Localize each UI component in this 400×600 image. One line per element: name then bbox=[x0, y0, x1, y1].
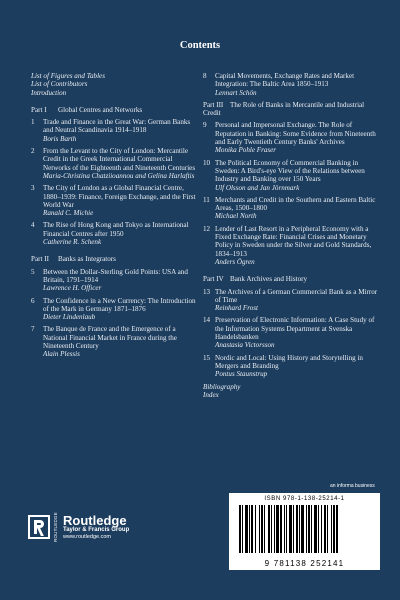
chapter-entry-7[interactable]: 7 The Banque de France and the Emergence of a National Financial Market in France during the Nineteenth Century Alain Plessis bbox=[31, 325, 199, 358]
chapter-entry-9[interactable]: 9 Personal and Impersonal Exchange. The Role of Reputation in Banking: Some Evidence from Nineteenth and Early Twentieth Century Banks' Archives Monika Pohle Fraser bbox=[203, 121, 379, 154]
chapter-author: Reinhard Frost bbox=[215, 304, 259, 313]
chapter-entry-5[interactable]: 5 Between the Dollar-Sterling Gold Points: USA and Britain, 1791–1914 Lawrence H. Officer bbox=[31, 268, 199, 293]
chapter-title: Nordic and Local: Using History and Storytelling in Mergers and Branding bbox=[215, 353, 363, 370]
routledge-r-icon bbox=[28, 515, 50, 539]
publisher-group: Taylor & Francis Group bbox=[63, 527, 130, 533]
chapter-author: Catherine R. Schenk bbox=[43, 238, 102, 247]
front-matter-figures[interactable]: List of Figures and Tables bbox=[31, 72, 105, 80]
chapter-title: The Confidence in a New Currency: The Introduction of the Mark in Germany 1871–1876 bbox=[43, 296, 196, 313]
chapter-author: Pontus Staunstrup bbox=[215, 370, 268, 379]
part-heading-1: Part I Global Centres and Networks bbox=[31, 105, 143, 114]
chapter-title: Trade and Finance in the Great War: German Banks and Neutral Scandinavia 1914–1918 bbox=[43, 118, 191, 135]
chapter-title: The Archives of a German Commercial Bank as a Mirror of Time bbox=[215, 287, 378, 304]
chapter-title: Preservation of Electronic Information: A Case Study of the Information Systems Department at Svenska Handelsbanken bbox=[215, 316, 375, 342]
chapter-entry-11[interactable]: 11 Merchants and Credit in the Southern and Eastern Baltic Areas, 1500–1800 Michael North bbox=[203, 196, 379, 221]
chapter-author: Lawrence H. Officer bbox=[43, 284, 102, 293]
chapter-title: The City of London as a Global Financial Centre, 1880–1939: Finance, Foreign Exchange, and the First World War bbox=[43, 184, 196, 209]
publisher-vertical-text: ROUTLEDGE bbox=[53, 512, 58, 542]
chapter-entry-4[interactable]: 4 The Rise of Hong Kong and Tokyo as International Financial Centres after 1950 Catherine R. Schenk bbox=[31, 221, 199, 246]
chapter-author: Monika Pohle Fraser bbox=[215, 146, 277, 155]
part-heading-4: Part IV Bank Archives and History bbox=[203, 275, 308, 284]
chapter-entry-6[interactable]: 6 The Confidence in a New Currency: The Introduction of the Mark in Germany 1871–1876 Dieter Lindenlaub bbox=[31, 297, 199, 322]
isbn-digits: 9 781138 252141 bbox=[264, 559, 345, 568]
part-heading-2: Part II Banks as Integrators bbox=[31, 255, 116, 264]
barcode-bars-icon bbox=[239, 505, 370, 553]
chapter-title: Between the Dollar-Sterling Gold Points: USA and Britain, 1791–1914 bbox=[43, 267, 188, 284]
chapter-entry-3[interactable]: 3 The City of London as a Global Financial Centre, 1880–1939: Finance, Foreign Exchange, and the First World War Ranald C. Michie bbox=[31, 184, 199, 217]
chapter-title: The Political Economy of Commercial Banking in Sweden: A Bird's-eye View of the Relations between Industry and Banking over 150 Years bbox=[215, 158, 365, 184]
chapter-author: Anastasia Victorsson bbox=[215, 341, 275, 350]
chapter-entry-15[interactable]: 15 Nordic and Local: Using History and Storytelling in Mergers and Branding Pontus Staunstrup bbox=[203, 354, 379, 379]
front-matter-introduction[interactable]: Introduction bbox=[31, 88, 67, 97]
chapter-author: Maria-Christina Chatziioannou and Gelina Harlaftis bbox=[43, 171, 195, 180]
chapter-author: Lennart Schön bbox=[215, 88, 257, 97]
isbn-barcode bbox=[229, 493, 380, 570]
front-matter-contributors[interactable]: List of Contributors bbox=[31, 80, 88, 89]
chapter-entry-14[interactable]: 14 Preservation of Electronic Information: A Case Study of the Information Systems Department at Svenska Handelsbanken Anastasia Victorsson bbox=[203, 316, 379, 349]
chapter-entry-13[interactable]: 13 The Archives of a German Commercial Bank as a Mirror of Time Reinhard Frost bbox=[203, 287, 378, 313]
chapter-author: Ranald C. Michie bbox=[43, 209, 94, 218]
publisher-url[interactable]: www.routledge.com bbox=[63, 534, 111, 540]
isbn-label: ISBN 978-1-138-25214-1 bbox=[264, 496, 345, 502]
chapter-title: The Banque de France and the Emergence of a National Financial Market in France during the Nineteenth Century bbox=[43, 325, 177, 351]
contents-right-column bbox=[203, 72, 379, 399]
chapter-author: Ulf Olsson and Jan Jörnmark bbox=[215, 183, 300, 192]
chapter-entry-12[interactable]: 12 Lender of Last Resort in a Peripheral Economy with a Fixed Exchange Rate: Financial Crises and Monetary Policy in Sweden under the Silver and Gold Standards, 1834–1913 Anders Ögren bbox=[203, 225, 379, 266]
chapter-title: Capital Movements, Exchange Rates and Market Integration: The Baltic Area 1850–1913 bbox=[215, 72, 355, 89]
chapter-title: Lender of Last Resort in a Peripheral Economy with a Fixed Exchange Rate: Financial Crises and Monetary Policy in Sweden under the Silver and Gold Standards, 1834–1913 bbox=[215, 224, 372, 258]
chapter-author: Anders Ögren bbox=[215, 257, 255, 266]
back-matter-bibliography[interactable]: Bibliography bbox=[203, 382, 241, 391]
publisher-name: Routledge bbox=[63, 513, 127, 528]
chapter-title: The Rise of Hong Kong and Tokyo as International Financial Centres after 1950 bbox=[43, 221, 189, 238]
chapter-title: Merchants and Credit in the Southern and Eastern Baltic Areas, 1500–1800 bbox=[215, 195, 376, 213]
chapter-title: From the Levant to the City of London: Mercantile Credit in the Greek International Commercial Networks of the Eighteenth and Nineteenth Centuries bbox=[43, 147, 196, 172]
contents-left-column bbox=[31, 72, 199, 363]
back-matter-index[interactable]: Index bbox=[203, 390, 219, 399]
publisher-logo bbox=[28, 512, 129, 542]
chapter-entry-2[interactable]: 2 From the Levant to the City of London: Mercantile Credit in the Greek International Commercial Networks of the Eighteenth and Nineteenth Centuries Maria-Christina Chatziioannou and Gelina Harlaftis bbox=[31, 147, 199, 180]
chapter-author: Dieter Lindenlaub bbox=[43, 313, 96, 322]
chapter-entry-1[interactable]: 1 Trade and Finance in the Great War: German Banks and Neutral Scandinavia 1914–1918 Boris Barth bbox=[31, 118, 199, 143]
informa-tagline: an informa business bbox=[330, 483, 375, 489]
chapter-author: Alain Plessis bbox=[43, 350, 80, 359]
page-title: Contents bbox=[179, 40, 221, 51]
chapter-entry-8[interactable]: 8 Capital Movements, Exchange Rates and Market Integration: The Baltic Area 1850–1913 Lennart Schön bbox=[203, 72, 379, 97]
chapter-entry-10[interactable]: 10 The Political Economy of Commercial Banking in Sweden: A Bird's-eye View of the Relations between Industry and Banking over 150 Years Ulf Olsson and Jan Jörnmark bbox=[203, 159, 379, 192]
part-heading-3: Part III The Role of Banks in Mercantile and Industrial Credit bbox=[203, 100, 365, 118]
chapter-author: Boris Barth bbox=[43, 134, 77, 143]
chapter-author: Michael North bbox=[215, 212, 257, 221]
chapter-title: Personal and Impersonal Exchange. The Role of Reputation in Banking: Some Evidence from Nineteenth and Early Twentieth Century Banks' Archives bbox=[215, 121, 376, 147]
